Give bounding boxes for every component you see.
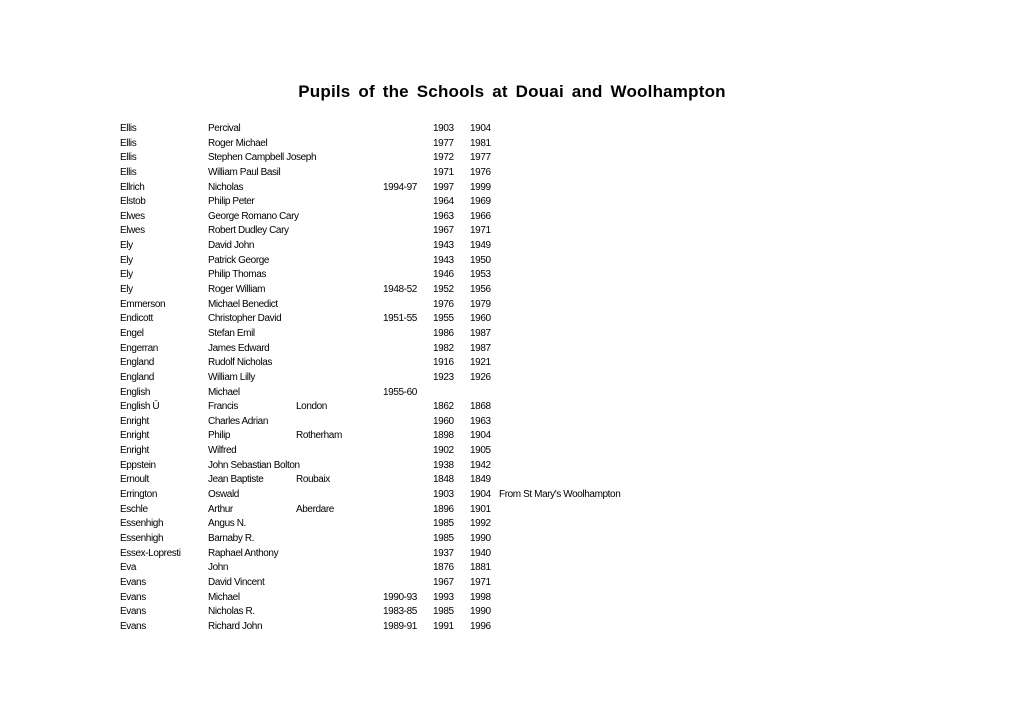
leave-year-cell: 1950	[470, 254, 491, 266]
leave-year-cell: 1966	[470, 210, 491, 222]
surname-cell: English Ū	[120, 401, 160, 413]
forenames-cell: William Paul Basil	[208, 166, 281, 178]
surname-cell: Ellis	[120, 166, 137, 178]
forenames-cell: Philip	[208, 430, 231, 442]
leave-year-cell: 1969	[470, 196, 491, 208]
leave-year-cell: 1998	[470, 591, 491, 603]
entry-year-cell: 1972	[433, 152, 454, 164]
surname-cell: Eppstein	[120, 459, 156, 471]
entry-year-cell: 1960	[433, 415, 454, 427]
surname-cell: Enright	[120, 445, 149, 457]
place-cell: Roubaix	[296, 474, 330, 486]
entry-year-cell: 1946	[433, 269, 454, 281]
surname-cell: Ely	[120, 240, 133, 252]
surname-cell: Essenhigh	[120, 532, 164, 544]
prep-years-cell: 1955-60	[383, 386, 417, 398]
forenames-cell: John Sebastian Bolton	[208, 459, 300, 471]
surname-cell: Essenhigh	[120, 518, 164, 530]
note-cell: From St Mary's Woolhampton	[499, 489, 621, 501]
leave-year-cell: 1977	[470, 152, 491, 164]
entry-year-cell: 1993	[433, 591, 454, 603]
entry-year-cell: 1848	[433, 474, 454, 486]
entry-year-cell: 1985	[433, 606, 454, 618]
forenames-cell: John	[208, 562, 229, 574]
surname-cell: Engerran	[120, 342, 158, 354]
forenames-cell: Michael Benedict	[208, 298, 278, 310]
leave-year-cell: 1901	[470, 503, 491, 515]
surname-cell: Ellis	[120, 152, 137, 164]
leave-year-cell: 1904	[470, 123, 491, 134]
surname-cell: England	[120, 357, 154, 369]
entry-year-cell: 1952	[433, 284, 454, 296]
leave-year-cell: 1981	[470, 137, 491, 149]
entry-year-cell: 1938	[433, 459, 454, 471]
surname-cell: Evans	[120, 606, 146, 618]
entry-year-cell: 1902	[433, 445, 454, 457]
forenames-cell: Angus N.	[208, 518, 246, 530]
entry-year-cell: 1903	[433, 123, 454, 134]
forenames-cell: Wilfred	[208, 445, 237, 457]
leave-year-cell: 1956	[470, 284, 491, 296]
surname-cell: Evans	[120, 576, 146, 588]
prep-years-cell: 1983-85	[383, 606, 417, 618]
entry-year-cell: 1976	[433, 298, 454, 310]
entry-year-cell: 1986	[433, 327, 454, 339]
entry-year-cell: 1876	[433, 562, 454, 574]
leave-year-cell: 1976	[470, 166, 491, 178]
surname-cell: Elstob	[120, 196, 146, 208]
surname-cell: Ellis	[120, 123, 137, 134]
entry-year-cell: 1937	[433, 547, 454, 559]
forenames-cell: Stephen Campbell Joseph	[208, 152, 317, 164]
leave-year-cell: 1971	[470, 576, 491, 588]
leave-year-cell: 1960	[470, 313, 491, 325]
surname-cell: Endicott	[120, 313, 153, 325]
entry-year-cell: 1963	[433, 210, 454, 222]
surname-cell: Ely	[120, 269, 133, 281]
surname-cell: English	[120, 386, 150, 398]
prep-years-cell: 1951-55	[383, 313, 417, 325]
forenames-cell: Charles Adrian	[208, 415, 268, 427]
surname-cell: Evans	[120, 591, 146, 603]
forenames-cell: Michael	[208, 591, 240, 603]
prep-years-cell: 1948-52	[383, 284, 417, 296]
surname-cell: Elwes	[120, 225, 145, 237]
leave-year-cell: 1999	[470, 181, 491, 193]
forenames-cell: Arthur	[208, 503, 233, 515]
surname-cell: Ernoult	[120, 474, 149, 486]
forenames-cell: Rudolf Nicholas	[208, 357, 273, 369]
surname-cell: Evans	[120, 620, 146, 632]
entry-year-cell: 1967	[433, 576, 454, 588]
forenames-cell: Michael	[208, 386, 240, 398]
place-cell: Aberdare	[296, 503, 334, 515]
leave-year-cell: 1949	[470, 240, 491, 252]
entry-year-cell: 1955	[433, 313, 454, 325]
leave-year-cell: 1987	[470, 327, 491, 339]
surname-cell: Eva	[120, 562, 137, 574]
forenames-cell: Philip Thomas	[208, 269, 266, 281]
forenames-cell: David John	[208, 240, 255, 252]
entry-year-cell: 1916	[433, 357, 454, 369]
page-title: Pupils of the Schools at Douai and Woolhampton	[298, 82, 726, 101]
forenames-cell: Roger William	[208, 284, 266, 296]
forenames-cell: David Vincent	[208, 576, 265, 588]
surname-cell: Enright	[120, 430, 149, 442]
surname-cell: Enright	[120, 415, 149, 427]
forenames-cell: Nicholas R.	[208, 606, 255, 618]
leave-year-cell: 1881	[470, 562, 491, 574]
surname-cell: Elwes	[120, 210, 145, 222]
entry-year-cell: 1943	[433, 254, 454, 266]
place-cell: London	[296, 401, 327, 413]
forenames-cell: Francis	[208, 401, 238, 413]
leave-year-cell: 1942	[470, 459, 491, 471]
forenames-cell: Oswald	[208, 489, 239, 501]
prep-years-cell: 1994-97	[383, 181, 417, 193]
surname-cell: Errington	[120, 489, 157, 501]
leave-year-cell: 1992	[470, 518, 491, 530]
leave-year-cell: 1921	[470, 357, 491, 369]
leave-year-cell: 1849	[470, 474, 491, 486]
surname-cell: Eschle	[120, 503, 148, 515]
entry-year-cell: 1964	[433, 196, 454, 208]
leave-year-cell: 1904	[470, 489, 491, 501]
surname-cell: England	[120, 371, 154, 383]
prep-years-cell: 1989-91	[383, 620, 417, 632]
entry-year-cell: 1991	[433, 620, 454, 632]
entry-year-cell: 1982	[433, 342, 454, 354]
surname-cell: Ely	[120, 284, 133, 296]
forenames-cell: Percival	[208, 123, 241, 134]
forenames-cell: Philip Peter	[208, 196, 255, 208]
entry-year-cell: 1862	[433, 401, 454, 413]
leave-year-cell: 1971	[470, 225, 491, 237]
forenames-cell: Raphael Anthony	[208, 547, 279, 559]
entry-year-cell: 1898	[433, 430, 454, 442]
leave-year-cell: 1904	[470, 430, 491, 442]
forenames-cell: George Romano Cary	[208, 210, 299, 222]
surname-cell: Emmerson	[120, 298, 166, 310]
entry-year-cell: 1903	[433, 489, 454, 501]
entry-year-cell: 1985	[433, 518, 454, 530]
forenames-cell: William Lilly	[208, 371, 256, 383]
forenames-cell: Nicholas	[208, 181, 244, 193]
forenames-cell: Patrick George	[208, 254, 270, 266]
surname-cell: Ellrich	[120, 181, 145, 193]
forenames-cell: James Edward	[208, 342, 270, 354]
prep-years-cell: 1990-93	[383, 591, 417, 603]
leave-year-cell: 1953	[470, 269, 491, 281]
leave-year-cell: 1996	[470, 620, 491, 632]
surname-cell: Essex-Lopresti	[120, 547, 181, 559]
leave-year-cell: 1926	[470, 371, 491, 383]
entry-year-cell: 1943	[433, 240, 454, 252]
leave-year-cell: 1940	[470, 547, 491, 559]
leave-year-cell: 1905	[470, 445, 491, 457]
leave-year-cell: 1963	[470, 415, 491, 427]
surname-cell: Ellis	[120, 137, 137, 149]
entry-year-cell: 1896	[433, 503, 454, 515]
leave-year-cell: 1990	[470, 532, 491, 544]
place-cell: Rotherham	[296, 430, 342, 442]
leave-year-cell: 1979	[470, 298, 491, 310]
forenames-cell: Robert Dudley Cary	[208, 225, 289, 237]
leave-year-cell: 1987	[470, 342, 491, 354]
entry-year-cell: 1923	[433, 371, 454, 383]
surname-cell: Engel	[120, 327, 144, 339]
entry-year-cell: 1985	[433, 532, 454, 544]
entry-year-cell: 1971	[433, 166, 454, 178]
surname-cell: Ely	[120, 254, 133, 266]
entry-year-cell: 1997	[433, 181, 454, 193]
forenames-cell: Christopher David	[208, 313, 282, 325]
leave-year-cell: 1868	[470, 401, 491, 413]
forenames-cell: Barnaby R.	[208, 532, 255, 544]
entry-year-cell: 1977	[433, 137, 454, 149]
forenames-cell: Stefan Emil	[208, 327, 255, 339]
forenames-cell: Richard John	[208, 620, 263, 632]
forenames-cell: Roger Michael	[208, 137, 268, 149]
forenames-cell: Jean Baptiste	[208, 474, 264, 486]
leave-year-cell: 1990	[470, 606, 491, 618]
entry-year-cell: 1967	[433, 225, 454, 237]
